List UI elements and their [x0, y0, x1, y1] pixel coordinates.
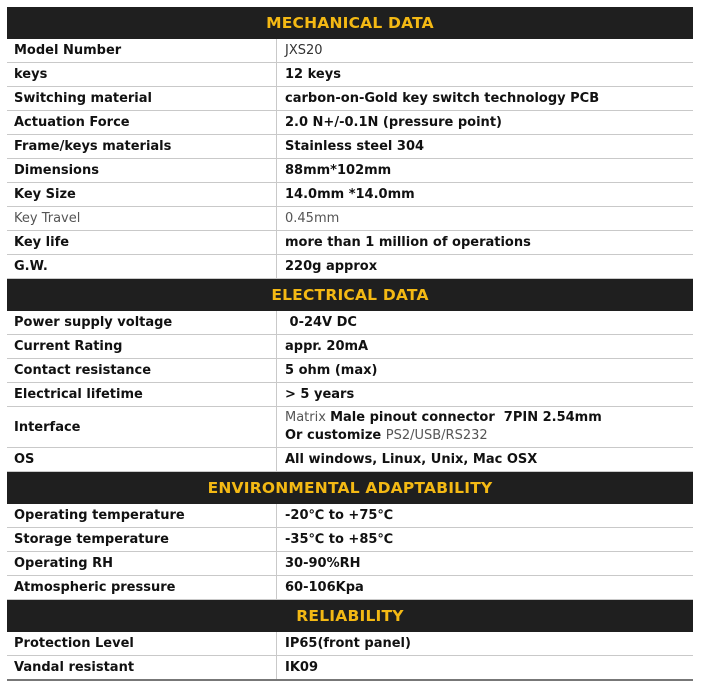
table-row: [7, 39, 693, 63]
table-row: [7, 552, 693, 576]
row-value: appr. 20mA: [285, 339, 369, 354]
row-value: 2.0 N+/-0.1N (pressure point): [285, 115, 502, 130]
table-row: [7, 183, 693, 207]
row-label: Key Size: [7, 183, 277, 206]
table-row: [7, 135, 693, 159]
table-row: [7, 576, 693, 600]
row-label: Current Rating: [7, 335, 277, 358]
table-row: [7, 632, 693, 656]
section-header-environmental: ENVIRONMENTAL ADAPTABILITY: [7, 472, 693, 504]
row-label: Frame/keys materials: [7, 135, 277, 158]
row-value: more than 1 million of operations: [285, 235, 531, 250]
row-label: Key life: [7, 231, 277, 254]
table-row: [7, 407, 693, 448]
table-row: [7, 656, 693, 681]
table-row: [7, 335, 693, 359]
row-value: -20℃ to +75℃: [285, 508, 394, 523]
row-label: OS: [7, 448, 277, 471]
row-value: IP65(front panel): [285, 636, 411, 651]
row-value: 0-24V DC: [285, 315, 357, 330]
table-row: [7, 528, 693, 552]
interface-protocols: PS2/USB/RS232: [385, 428, 488, 443]
row-label: Vandal resistant: [7, 656, 277, 679]
table-row: [7, 359, 693, 383]
row-label: Power supply voltage: [7, 311, 277, 334]
row-label: Atmospheric pressure: [7, 576, 277, 599]
spec-table: [7, 7, 693, 681]
interface-prefix: Matrix: [285, 410, 331, 425]
table-row: [7, 504, 693, 528]
section-header-electrical: ELECTRICAL DATA: [7, 279, 693, 311]
row-value: 30-90%RH: [285, 556, 361, 571]
table-row: [7, 383, 693, 407]
interface-customize: Or customize: [285, 428, 386, 443]
row-label: Model Number: [7, 39, 277, 62]
row-value: 88mm*102mm: [285, 163, 392, 178]
row-label: G.W.: [7, 255, 277, 278]
row-label: Operating temperature: [7, 504, 277, 527]
row-label: Switching material: [7, 87, 277, 110]
interface-connector: Male pinout connector 7PIN 2.54mm: [330, 410, 602, 425]
section-header-mechanical: MECHANICAL DATA: [7, 7, 693, 39]
row-label: Actuation Force: [7, 111, 277, 134]
row-value: 60-106Kpa: [285, 580, 364, 595]
row-value: -35℃ to +85℃: [285, 532, 394, 547]
row-value: JXS20: [285, 43, 323, 58]
table-row: [7, 255, 693, 279]
row-value: 5 ohm (max): [285, 363, 378, 378]
section-header-reliability: RELIABILITY: [7, 600, 693, 632]
row-label: Electrical lifetime: [7, 383, 277, 406]
table-row: [7, 159, 693, 183]
interface-line-1: [285, 409, 602, 427]
table-row: [7, 111, 693, 135]
row-value: 14.0mm *14.0mm: [285, 187, 415, 202]
row-value: > 5 years: [285, 387, 355, 402]
row-label: Operating RH: [7, 552, 277, 575]
row-label: keys: [7, 63, 277, 86]
row-value: Stainless steel 304: [285, 139, 425, 154]
row-value: All windows, Linux, Unix, Mac OSX: [285, 452, 538, 467]
interface-line-2: [285, 427, 488, 445]
row-label: Key Travel: [7, 207, 277, 230]
row-label: Contact resistance: [7, 359, 277, 382]
row-label: Dimensions: [7, 159, 277, 182]
row-value: [277, 407, 693, 447]
table-row: [7, 231, 693, 255]
row-value: carbon-on-Gold key switch technology PCB: [285, 91, 600, 106]
row-label: Storage temperature: [7, 528, 277, 551]
table-row: [7, 207, 693, 231]
table-row: [7, 63, 693, 87]
row-value: IK09: [285, 660, 319, 675]
row-value: 0.45mm: [285, 211, 340, 226]
row-label: Interface: [7, 407, 277, 447]
table-row: [7, 448, 693, 472]
row-value: 12 keys: [285, 67, 341, 82]
table-row: [7, 311, 693, 335]
row-value: 220g approx: [285, 259, 378, 274]
row-label: Protection Level: [7, 632, 277, 655]
table-row: [7, 87, 693, 111]
